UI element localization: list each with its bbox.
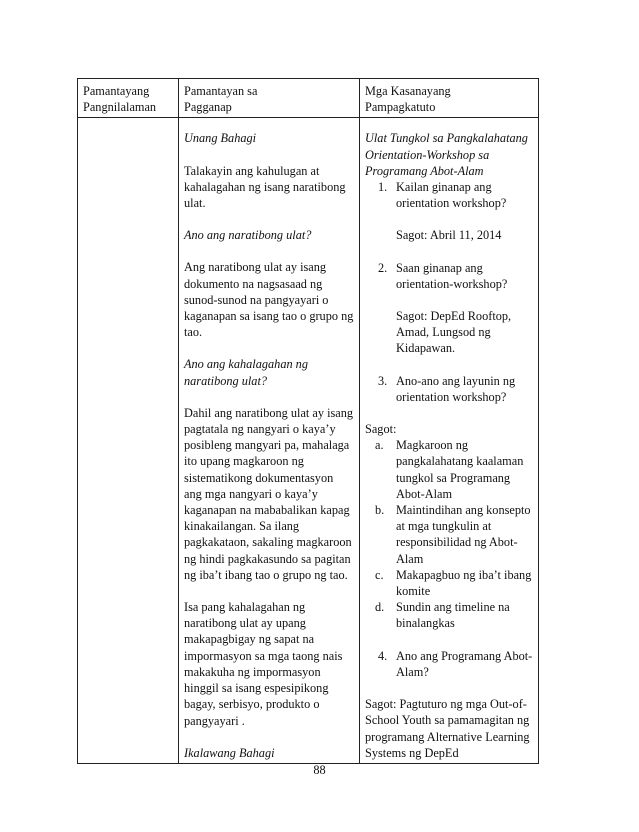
list-item: b. Maintindihan ang konsepto at mga tungkulin at responsibilidad ng Abot-Alam [375,503,531,566]
header-mga-kasanayang-pampagkatuto: Mga Kasanayang Pampagkatuto [360,79,539,118]
question-list-1 [365,179,533,211]
list-item: c. Makapagbuo ng iba’t ibang komite [375,567,532,599]
cell-pamantayan-sa-pagganap [179,118,360,764]
list-item: a. Magkaroon ng pangkalahatang kaalaman tungkol sa Programang Abot-Alam [375,438,524,501]
sagot-label: Sagot: [365,422,397,437]
cell-pamantayang-pangnilalaman [78,118,179,764]
list-item: 1. Kailan ginanap ang orientation workshop? [378,180,507,211]
report-title: Ulat Tungkol sa Pangkalahatang Orientation-Workshop sa Programang Abot-Alam [365,131,528,178]
list-item: 3. Ano-ano ang layunin ng orientation workshop? [378,373,516,404]
question-1: Ano ang naratibong ulat? [184,228,312,243]
part1-title: Unang Bahagi [184,131,257,146]
list-item: 2. Saan ginanap ang orientation-workshop? [378,260,508,291]
page-number: 88 [313,763,326,777]
table-header-row [78,79,539,118]
objectives-list [365,437,533,631]
document-page [77,78,538,764]
list-item: 4. Ano ang Programang Abot-Alam? [378,648,533,679]
lesson-table [77,78,539,764]
question-list-2 [365,260,533,292]
answer-date: Sagot: Abril 11, 2014 [396,228,502,243]
answer-3: Isa pang kahalagahan ng naratibong ulat ay upang makapagbigay ng sapat na impormasyon sa mga taong nais makakuha ng impormasyon hinggil sa isang espesipikong bagay, serbisyo, produkto o pangyayari . [184,600,343,728]
answer-abot-alam: Sagot: Pagtuturo ng mga Out-of-School Youth sa pamamagitan ng programang Alternative Learning Systems ng DepEd [365,697,530,760]
answer-venue: Sagot: DepEd Rooftop, Amad, Lungsod ng Kidapawan. [396,309,512,356]
cell-mga-kasanayang-pampagkatuto [360,118,539,764]
instruction-text: Talakayin ang kahulugan at kahalagahan ng isang naratibong ulat. [184,163,346,211]
question-list-3 [365,373,533,405]
table-body-row [78,118,539,764]
answer-1: Ang naratibong ulat ay isang dokumento na nagsasaad ng sunod-sunod na pangyayari o kaganapan sa isang tao o grupo ng tao. [184,260,354,340]
question-2: Ano ang kahalagahan ng naratibong ulat? [184,357,308,388]
answer-2: Dahil ang naratibong ulat ay isang pagtatala ng nangyari o kaya’y posibleng mangyari pa, mahalaga ito upang magkaroon ng sistematikong dokumentasyon ang mga nangyari o kaya’y kaganapan na mababalikan kapag kinakailangan. Sa ilang pagkakataon, sakaling magkaroon ng hindi pagkakasundo sa pagitan ng iba’t ibang tao o grupo ng tao. [184,405,354,582]
header-pamantayang-pangnilalaman: Pamantayang Pangnilalaman [78,79,179,118]
question-list-4 [365,648,533,680]
header-pamantayan-sa-pagganap: Pamantayan sa Pagganap [179,79,360,118]
part2-title: Ikalawang Bahagi [184,745,275,760]
list-item: d. Sundin ang timeline na binalangkas [375,600,510,631]
